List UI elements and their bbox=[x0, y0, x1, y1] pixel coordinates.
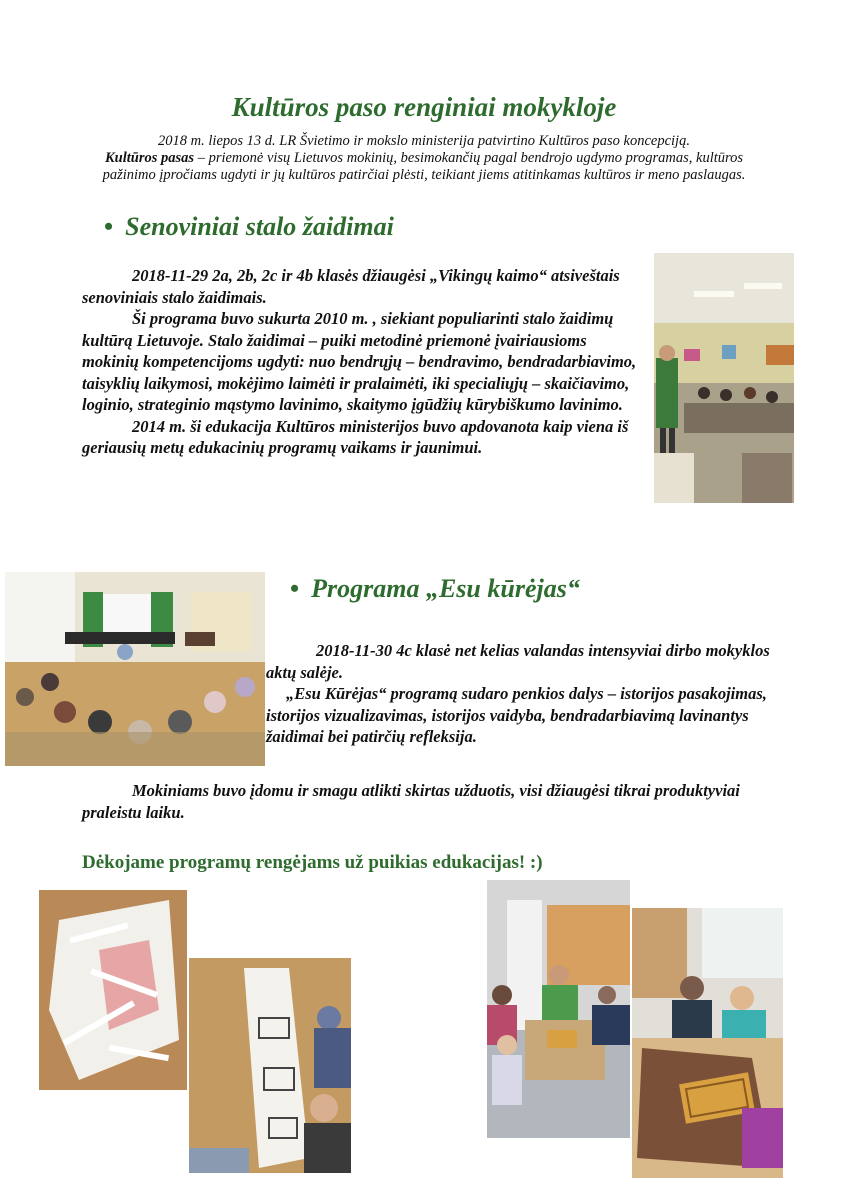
classroom-board-games-photo bbox=[654, 253, 794, 503]
assembly-hall-photo bbox=[5, 572, 265, 766]
section1-paragraph-3: 2014 m. ši edukacija Kultūros ministerijos buvo apdovanota kaip viena iš geriausių metų edukacinių programų vaikams ir jaunimui. bbox=[82, 416, 629, 457]
section2-paragraph-2: „Esu Kūrėjas“ programą sudaro penkios dalys – istorijos pasakojimas, istorijos vizualizavimas, istorijos vaidyba, bendradarbiavimą lavinantys žaidimai bei patirčių refleksija. bbox=[266, 684, 767, 746]
section2-text-lower bbox=[82, 780, 794, 823]
section1-heading bbox=[104, 212, 394, 242]
thanks-message: Dėkojame programų rengėjams už puikias edukacijas! :) bbox=[82, 852, 543, 873]
section2-text-upper bbox=[266, 640, 796, 748]
section1-text bbox=[82, 265, 642, 459]
drawing-scroll-photo bbox=[189, 958, 351, 1173]
bullet-icon: • bbox=[104, 212, 114, 241]
paper-strips-photo bbox=[39, 890, 187, 1090]
intro-text bbox=[90, 133, 758, 184]
intro-definition bbox=[90, 150, 758, 184]
intro-definition-text: – priemonė visų Lietuvos mokinių, besimokančių pagal bendrojo ugdymo programas, kultūros pažinimo įpročiams ugdyti ir jų kultūros patirčiai plėsti, teikiant jiems atitinkamas kultūros ir meno paslaugas. bbox=[102, 150, 746, 183]
page-title: Kultūros paso renginiai mokykloje bbox=[231, 92, 617, 122]
intro-line1: 2018 m. liepos 13 d. LR Švietimo ir mokslo ministerija patvirtino Kultūros paso koncepciją. bbox=[158, 133, 690, 149]
section1-paragraph-2: Ši programa buvo sukurta 2010 m. , siekiant populiarinti stalo žaidimų kultūrą Lietuvoje. Stalo žaidimai – puiki metodinė priemonė įvairiausioms mokinių kompetencijoms ugdyti: nuo bendrųjų – bendravimo, bendradarbiavimo, taisyklių laikymosi, mokėjimo laimėti ir pralaimėti, iki specialiųjų – skaičiavimo, loginio, strateginio mąstymo lavinimo, skaitymo įgūdžių kūrybiškumo lavinimo. bbox=[82, 309, 637, 414]
intro-bold-term: Kultūros pasas bbox=[105, 150, 195, 166]
board-game-table-photo bbox=[632, 908, 783, 1178]
section2-heading bbox=[290, 574, 580, 604]
section2-paragraph-1: 2018-11-30 4c klasė net kelias valandas intensyviai dirbo mokyklos aktų salėje. bbox=[266, 641, 770, 682]
section2-heading-text: Programa „Esu kūrėjas“ bbox=[311, 574, 580, 603]
section1-heading-text: Senoviniai stalo žaidimai bbox=[125, 212, 394, 241]
section2-paragraph-3: Mokiniams buvo įdomu ir smagu atlikti skirtas užduotis, visi džiaugėsi tikrai produktyviai praleistu laiku. bbox=[82, 781, 740, 822]
section1-paragraph-1: 2018-11-29 2a, 2b, 2c ir 4b klasės džiaugėsi „Vikingų kaimo“ atsiveštais senoviniais stalo žaidimais. bbox=[82, 266, 620, 307]
bullet-icon: • bbox=[290, 574, 300, 603]
students-playing-photo bbox=[487, 880, 630, 1138]
